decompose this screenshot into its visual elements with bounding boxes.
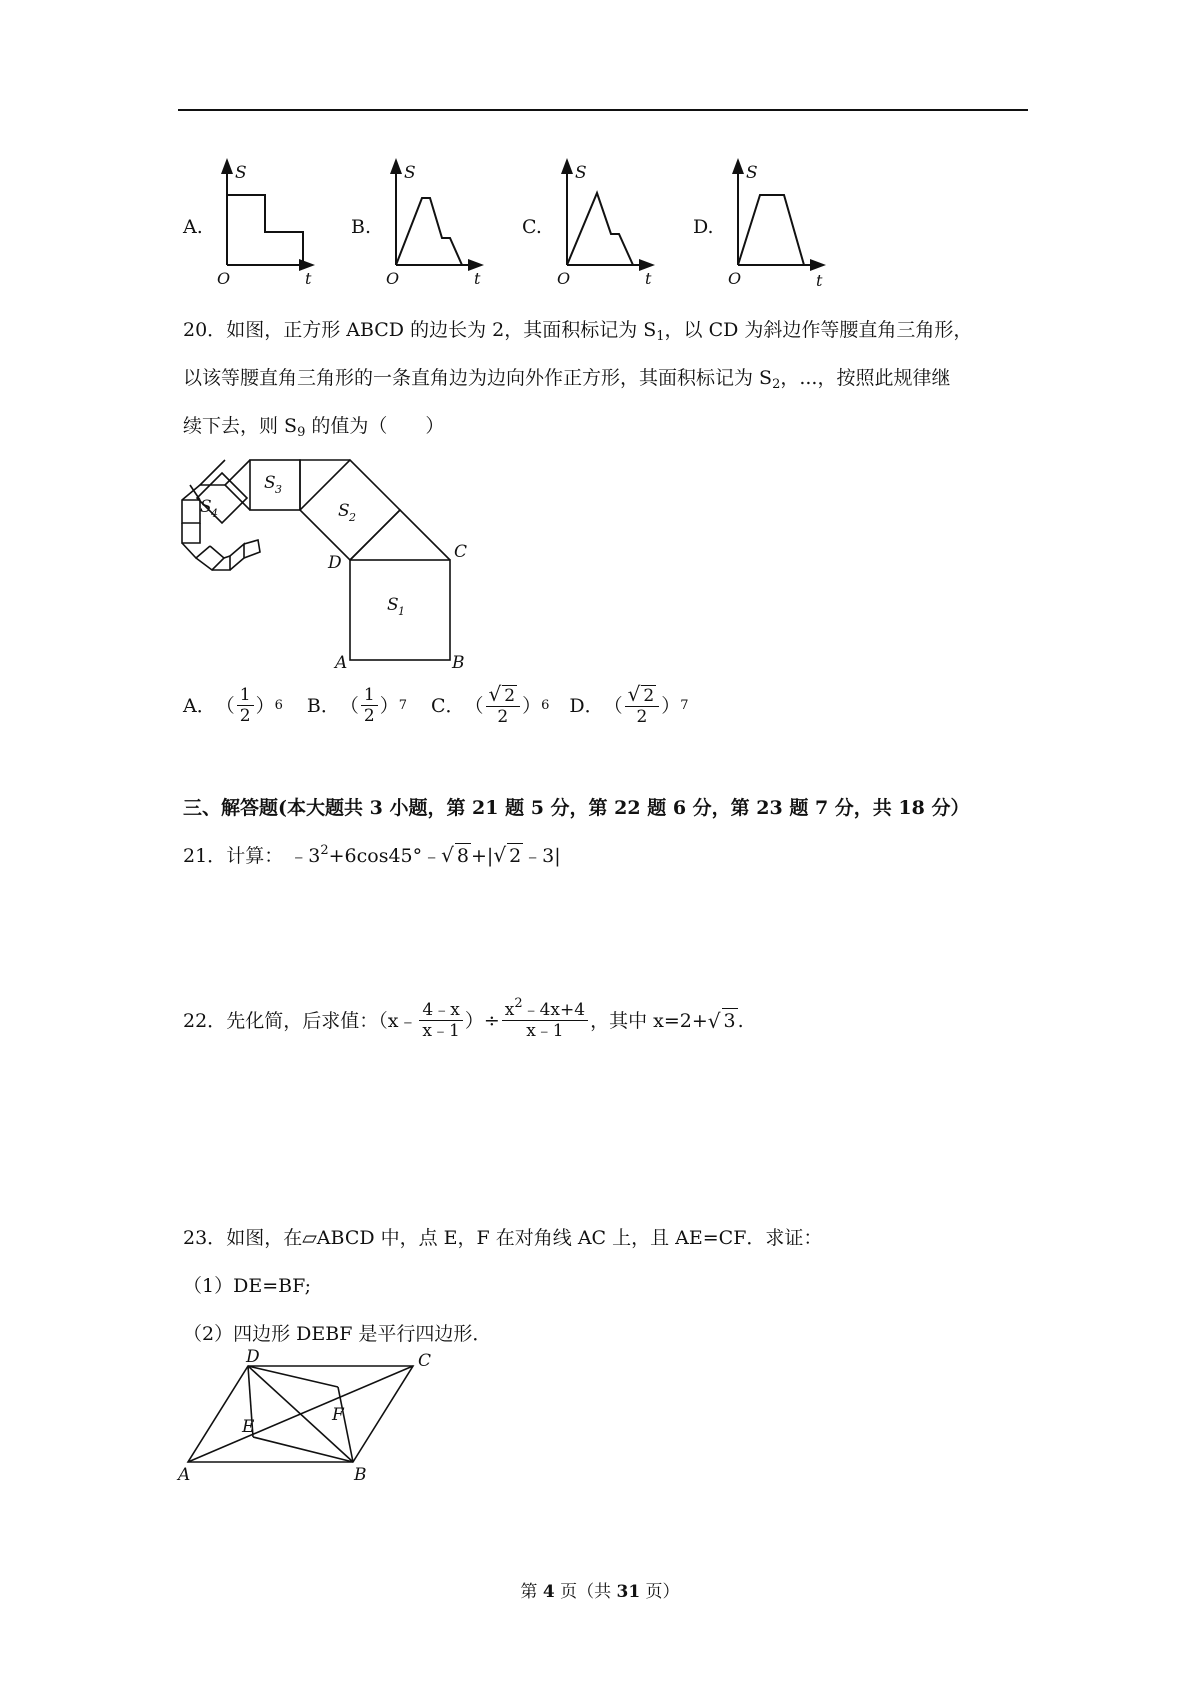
q20-line-2 bbox=[183, 366, 950, 390]
fraction bbox=[486, 684, 521, 727]
q20-label-s4: S bbox=[200, 497, 212, 517]
q22-radicand: 3 bbox=[723, 1010, 736, 1032]
q19-option-a-label: A. bbox=[183, 216, 203, 238]
q23-text: 如图，在▱ABCD 中，点 E，F 在对角线 AC 上，且 AE=CF．求证： bbox=[226, 1227, 823, 1249]
paren-close: ） bbox=[661, 694, 681, 717]
q23-part-1: （1）DE=BF; bbox=[183, 1275, 311, 1297]
numerator bbox=[625, 684, 660, 707]
q19d-origin: O bbox=[728, 269, 742, 288]
numerator-b: ﹣4x+4 bbox=[522, 1000, 586, 1020]
q20-choice-c[interactable]: C． （ $\frac{√ 2}{2}$ ） 6 bbox=[430, 682, 550, 727]
footer-total-pages: 31 bbox=[616, 1582, 641, 1602]
q23-vertex-b: B bbox=[354, 1465, 367, 1485]
q23-part-2: （2）四边形 DEBF 是平行四边形． bbox=[183, 1323, 492, 1345]
q20-choices bbox=[183, 684, 689, 727]
q20-number: 20． bbox=[183, 319, 227, 341]
radicand: 2 bbox=[504, 686, 516, 706]
q20-choice-d-label: D． bbox=[569, 694, 604, 717]
q19a-axis-t: t bbox=[305, 269, 312, 288]
q22-end: . bbox=[737, 1009, 744, 1032]
sqrt-icon: √ bbox=[707, 1008, 721, 1033]
q19c-origin: O bbox=[557, 269, 571, 288]
q19d-axis-s: S bbox=[746, 163, 758, 183]
q21-radicand-1: 8 bbox=[456, 845, 469, 867]
denominator: 2 bbox=[363, 706, 375, 726]
q20-label-s2-sub: 2 bbox=[349, 511, 356, 524]
q20-choice-c-label: C． bbox=[430, 694, 465, 717]
numerator: 1 bbox=[361, 685, 378, 706]
q20-vertex-b: B bbox=[452, 653, 465, 673]
denominator: x﹣1 bbox=[422, 1021, 460, 1041]
q20-vertex-c: C bbox=[454, 542, 468, 562]
q23-line-1 bbox=[183, 1226, 822, 1250]
q20-s1-sub: 1 bbox=[656, 329, 665, 344]
q23-vertex-c: C bbox=[418, 1351, 432, 1371]
q23-parallelogram-figure bbox=[178, 1347, 448, 1485]
q19-option-b-label: B. bbox=[351, 216, 372, 238]
q19d-axis-t: t bbox=[816, 271, 823, 290]
q20-line-1 bbox=[183, 318, 972, 342]
q20-s9-sub: 9 bbox=[297, 425, 306, 440]
q21-line bbox=[183, 843, 561, 868]
numerator-a: x bbox=[504, 1000, 515, 1020]
paren-close: ） bbox=[255, 694, 275, 717]
page-footer bbox=[0, 1580, 1200, 1604]
q19b-origin: O bbox=[386, 269, 400, 288]
denominator: 2 bbox=[497, 707, 509, 727]
q19c-axis-t: t bbox=[645, 269, 652, 288]
q21-prefix: 计算： bbox=[226, 845, 284, 867]
sqrt-icon: √ bbox=[627, 682, 641, 706]
q19b-axis-t: t bbox=[474, 269, 481, 288]
footer-mid: 页（共 bbox=[554, 1582, 617, 1602]
denominator: x﹣1 bbox=[526, 1021, 564, 1041]
q21-expr-c: +| bbox=[471, 845, 494, 867]
q20-label-s1: S bbox=[387, 595, 399, 615]
q19-graph-a bbox=[215, 158, 315, 288]
q20-label-s3-sub: 3 bbox=[275, 483, 282, 496]
q22-number: 22． bbox=[183, 1009, 227, 1032]
footer-pre: 第 bbox=[520, 1582, 543, 1602]
q21-expr-b: +6cos45°﹣ bbox=[328, 845, 442, 867]
q23-point-e: E bbox=[242, 1417, 255, 1437]
q20-choice-d[interactable]: D． （ $\frac{√ 2}{2}$ ） 7 bbox=[569, 682, 689, 727]
q20-choice-b[interactable]: B． （ $\frac{1}{2}$ ） 7 bbox=[306, 685, 407, 726]
q19b-axis-s: S bbox=[404, 163, 416, 183]
sqrt-icon: √ bbox=[441, 843, 454, 867]
numerator: 4﹣x bbox=[419, 1000, 462, 1021]
q19-graph-b bbox=[384, 158, 484, 288]
q20-line-3 bbox=[183, 414, 444, 438]
q22-fraction-1 bbox=[419, 1000, 462, 1041]
paren-close: ） bbox=[522, 694, 542, 717]
denominator: 2 bbox=[636, 707, 648, 727]
q20-line3-text-b: 的值为（ ） bbox=[305, 415, 445, 437]
q20-choice-a[interactable]: A． （ $\frac{1}{2}$ ） 6 bbox=[183, 685, 283, 726]
q20-label-s2: S bbox=[338, 501, 350, 521]
q23-vertex-a: A bbox=[178, 1465, 191, 1485]
numerator-exponent: 2 bbox=[514, 996, 523, 1011]
paren-close: ） bbox=[379, 694, 399, 717]
footer-post: 页） bbox=[640, 1582, 680, 1602]
q20-spiral-squares-figure bbox=[178, 448, 478, 673]
sqrt-icon: √ bbox=[493, 843, 507, 867]
q21-exponent: 2 bbox=[320, 843, 329, 858]
header-rule bbox=[178, 109, 1028, 111]
q22-line bbox=[183, 996, 744, 1041]
numerator bbox=[502, 996, 588, 1021]
q19a-axis-s: S bbox=[235, 163, 247, 183]
q23-point-f: F bbox=[332, 1405, 344, 1425]
q22-prefix: 先化简，后求值：（x﹣ bbox=[226, 1009, 418, 1032]
q20-line2-text: 以该等腰直角三角形的一条直角边为边向外作正方形，其面积标记为 S bbox=[183, 367, 773, 389]
fraction bbox=[361, 685, 378, 726]
q19-graph-c bbox=[555, 158, 655, 288]
q20-label-s1-sub: 1 bbox=[398, 605, 405, 618]
q20-label-s4-sub: 4 bbox=[211, 507, 218, 520]
numerator: 1 bbox=[237, 685, 254, 706]
q21-expr-d: ﹣3| bbox=[523, 845, 561, 867]
fraction bbox=[237, 685, 254, 726]
q20-s2-sub: 2 bbox=[772, 377, 781, 392]
q22-fraction-2 bbox=[502, 996, 588, 1041]
q19-option-d-label: D. bbox=[693, 216, 714, 238]
radicand: 2 bbox=[643, 686, 655, 706]
q22-mid: ）÷ bbox=[464, 1009, 500, 1032]
q20-line1-text-b: ，以 CD 为斜边作等腰直角三角形， bbox=[664, 319, 973, 341]
q19a-origin: O bbox=[217, 269, 231, 288]
q19-option-c-label: C. bbox=[522, 216, 542, 238]
q20-vertex-a: A bbox=[335, 653, 348, 673]
numerator bbox=[486, 684, 521, 707]
q20-vertex-d: D bbox=[328, 553, 342, 573]
q23-vertex-d: D bbox=[246, 1347, 260, 1367]
paren-open: （ bbox=[464, 694, 484, 717]
paren-open: （ bbox=[339, 694, 359, 717]
q21-expr-a: ﹣3 bbox=[289, 845, 321, 867]
q21-number: 21． bbox=[183, 845, 227, 867]
fraction bbox=[625, 684, 660, 727]
q21-radicand-2: 2 bbox=[509, 845, 522, 867]
q20-choice-a-label: A． bbox=[183, 694, 216, 717]
q20-label-s3: S bbox=[264, 473, 276, 493]
section-3-title: 三、解答题(本大题共 3 小题，第 21 题 5 分，第 22 题 6 分，第 23 题 7 分，共 18 分） bbox=[183, 797, 970, 819]
q20-choice-b-label: B． bbox=[306, 694, 340, 717]
footer-page-number: 4 bbox=[542, 1582, 555, 1602]
q22-suffix: ，其中 x=2+ bbox=[590, 1009, 708, 1032]
q19c-axis-s: S bbox=[575, 163, 587, 183]
denominator: 2 bbox=[239, 706, 251, 726]
q20-line1-text: 如图，正方形 ABCD 的边长为 2，其面积标记为 S bbox=[226, 319, 657, 341]
q23-number: 23． bbox=[183, 1227, 227, 1249]
sqrt-icon: √ bbox=[488, 682, 502, 706]
paren-open: （ bbox=[215, 694, 235, 717]
q20-line3-text: 续下去，则 S bbox=[183, 415, 298, 437]
paren-open: （ bbox=[603, 694, 623, 717]
q20-line2-text-b: ，...，按照此规律继 bbox=[780, 367, 951, 389]
q19-graph-d bbox=[726, 158, 826, 288]
